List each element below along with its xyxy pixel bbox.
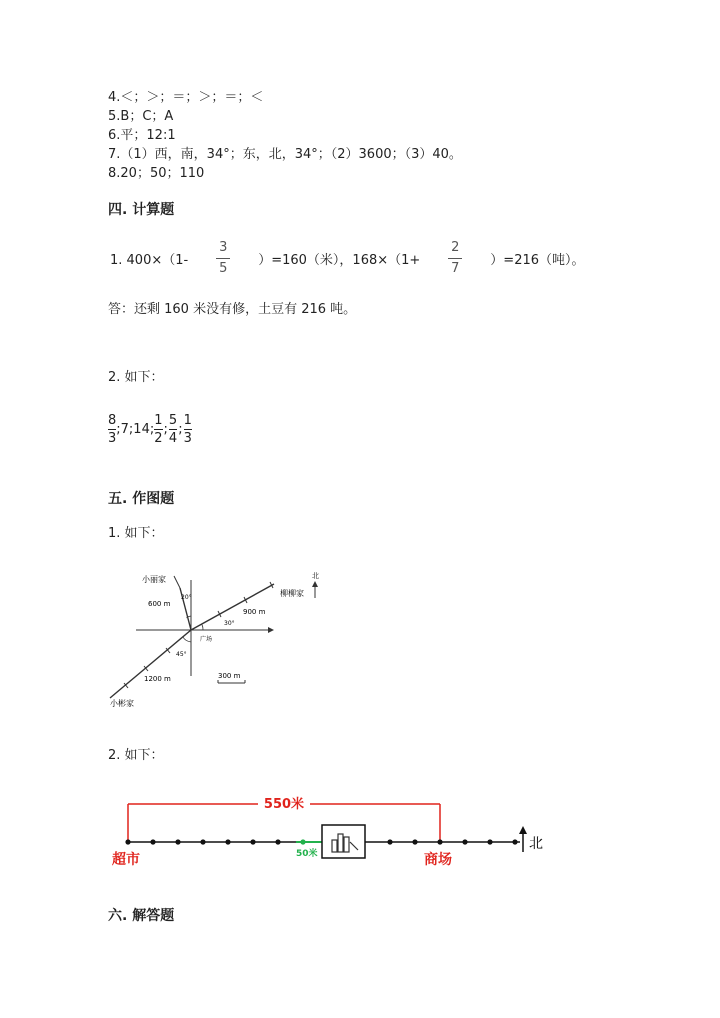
numerator: 1 — [154, 413, 163, 428]
fraction — [184, 413, 192, 446]
label-plaza: 广场 — [200, 636, 213, 643]
calc-q1-prefix: 1. 400×（1- — [110, 252, 189, 268]
road-dot — [150, 839, 155, 844]
fraction-sequence — [108, 413, 192, 446]
separator: ; — [163, 422, 168, 437]
numerator: 2 — [451, 239, 460, 255]
direction-map — [100, 566, 340, 716]
label-xiaoli: 小丽家 — [142, 575, 166, 584]
label-d900: 900 m — [243, 608, 266, 616]
label-xiaoming: 小彬家 — [110, 699, 134, 708]
denominator: 3 — [183, 431, 192, 446]
sequence-middle: ;7;14; — [116, 422, 155, 437]
denominator: 2 — [154, 431, 163, 446]
numerator: 1 — [183, 413, 192, 428]
calc-answer: 答：还剩 160 米没有修，土豆有 216 吨。 — [108, 302, 357, 317]
north-arrow-head — [312, 581, 318, 587]
answer-line-7: 7.（1）西，南，34°；东，北，34°；（2）3600；（3）40。 — [108, 147, 462, 162]
calc-q2-label: 2. 如下： — [108, 370, 164, 385]
north-label: 北 — [312, 572, 319, 580]
denominator: 7 — [451, 260, 460, 276]
section-title-calc: 四. 计算题 — [108, 202, 175, 218]
road-dot — [512, 839, 517, 844]
calc-q1-suffix: ）=216（吨）。 — [490, 252, 585, 268]
fraction-bar — [154, 429, 162, 430]
fraction-bar — [448, 258, 462, 259]
fraction — [169, 413, 177, 446]
route-diagram — [100, 790, 560, 870]
road-dot — [437, 839, 442, 844]
route-xiaoli-tip — [174, 576, 180, 588]
angle-arc — [183, 637, 191, 642]
road-dot — [125, 839, 130, 844]
calc-q1-mid: ）=160（米），168×（1+ — [258, 252, 421, 268]
fraction — [216, 240, 230, 277]
drawing-q1-label: 1. 如下： — [108, 526, 164, 541]
numerator: 8 — [108, 413, 117, 428]
north-arrow-head — [519, 826, 527, 834]
denominator: 5 — [219, 260, 228, 276]
fraction — [108, 413, 116, 446]
drawing-q2-label: 2. 如下： — [108, 748, 164, 763]
fraction-bar — [184, 429, 192, 430]
fraction — [154, 413, 162, 446]
label-d600: 600 m — [148, 600, 171, 608]
road-dot — [175, 839, 180, 844]
denominator: 4 — [168, 431, 178, 446]
label-d1200: 1200 m — [144, 675, 171, 683]
road-dot — [387, 839, 392, 844]
label-a20: 20° — [181, 594, 192, 601]
fraction-bar — [108, 429, 116, 430]
numerator: 3 — [219, 239, 228, 255]
route-xiaoming — [110, 630, 191, 698]
road-dot — [275, 839, 280, 844]
road-dot — [412, 839, 417, 844]
mall-label: 商场 — [424, 852, 452, 868]
axis-arrow — [268, 627, 274, 633]
road-dot — [462, 839, 467, 844]
calc-q1 — [108, 240, 587, 276]
supermarket-label: 超市 — [112, 852, 140, 868]
road-dot — [225, 839, 230, 844]
step-label: 50米 — [296, 849, 318, 859]
label-a45: 45° — [176, 651, 187, 658]
fraction — [448, 240, 462, 277]
separator: ; — [178, 422, 183, 437]
label-a30: 30° — [224, 620, 235, 627]
numerator: 5 — [168, 413, 178, 428]
road-dot — [487, 839, 492, 844]
road-dot — [250, 839, 255, 844]
answer-line-5: 5.B；C；A — [108, 109, 174, 124]
scale-label: 300 m — [218, 672, 241, 680]
section-title-solve: 六. 解答题 — [108, 908, 175, 924]
distance-label: 550米 — [263, 797, 305, 812]
answer-line-8: 8.20；50；110 — [108, 166, 205, 181]
label-liuliu: 柳柳家 — [280, 589, 304, 598]
north-label: 北 — [529, 836, 543, 852]
road-dot-green — [300, 839, 305, 844]
section-title-drawing: 五. 作图题 — [108, 491, 175, 507]
denominator: 3 — [108, 431, 117, 446]
answer-line-4: 4.＜；＞；＝；＞；＝；＜ — [108, 90, 264, 105]
road-dot — [200, 839, 205, 844]
answer-line-6: 6.平；12:1 — [108, 128, 176, 143]
fraction-bar — [216, 258, 230, 259]
fraction-bar — [169, 429, 177, 430]
